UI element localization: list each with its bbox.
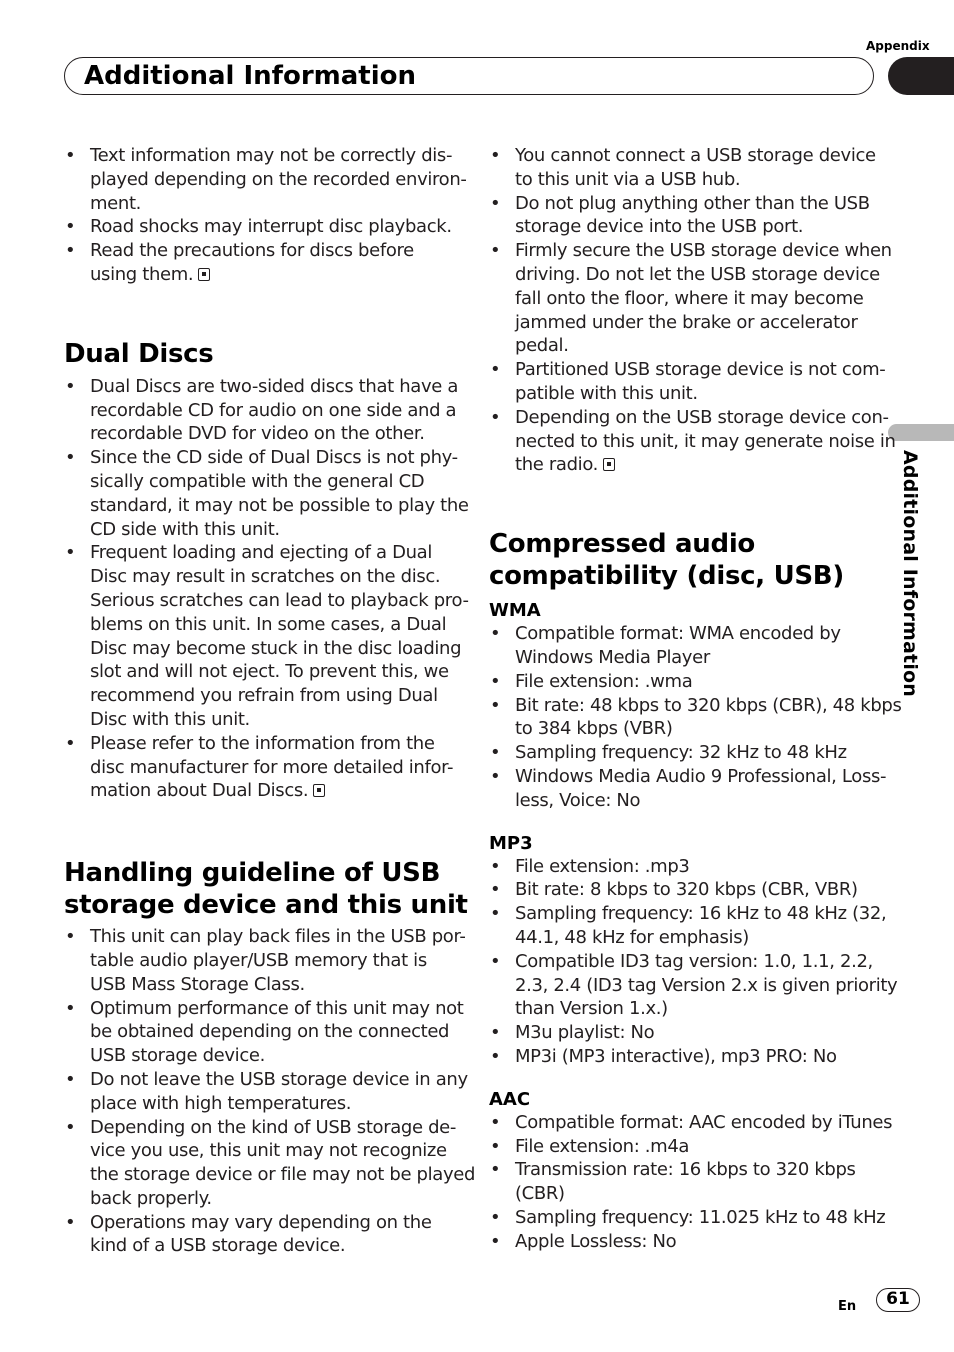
heading-line: storage device and this unit xyxy=(64,890,468,921)
list-item-line: table audio player/USB memory that is xyxy=(90,949,427,971)
list-item-line: • Do not leave the USB storage device in any xyxy=(90,1068,468,1090)
list-item xyxy=(64,997,464,1068)
side-section-label: Additional Information xyxy=(899,450,921,698)
list-item xyxy=(489,765,887,813)
list-item-line: back properly. xyxy=(90,1187,212,1209)
intro-bullets xyxy=(64,144,467,287)
list-item-line: mation about Dual Discs. xyxy=(90,779,456,803)
list-item xyxy=(489,694,902,742)
list-item xyxy=(64,541,469,731)
list-item-line: • File extension: .mp3 xyxy=(515,855,690,877)
list-item-line: slot and will not eject. To prevent this, we xyxy=(90,661,449,683)
list-item-line: • Compatible format: AAC encoded by iTunes xyxy=(515,1111,893,1133)
list-item xyxy=(489,406,896,477)
list-item-line: • Sampling frequency: 11.025 kHz to 48 kHz xyxy=(515,1206,886,1228)
page-number: 61 xyxy=(876,1288,920,1312)
list-item xyxy=(489,1021,881,1045)
appendix-label: Appendix xyxy=(866,39,930,53)
list-item-line: Serious scratches can lead to playback pro- xyxy=(90,589,469,611)
list-item-line: • This unit can play back files in the USB por- xyxy=(90,926,466,948)
list-item-line: • Text information may not be correctly dis- xyxy=(90,145,453,166)
list-item-line: fall onto the floor, where it may become xyxy=(515,287,864,309)
mp3-bullets xyxy=(489,855,898,1069)
usb-handling-bullets xyxy=(64,925,476,1258)
list-item xyxy=(64,925,466,996)
list-item-line: • Since the CD side of Dual Discs is not phy- xyxy=(90,447,458,469)
list-item-line: blems on this unit. In some cases, a Dual xyxy=(90,613,447,635)
list-item-line: than Version 1.x.) xyxy=(515,998,668,1020)
wma-bullets xyxy=(489,622,902,812)
list-item-line: • Sampling frequency: 16 kHz to 48 kHz (32, xyxy=(515,903,887,925)
end-mark-icon xyxy=(198,268,210,281)
list-item-line: • Transmission rate: 16 kbps to 320 kbps xyxy=(515,1159,856,1181)
list-item-line: • Depending on the USB storage device con- xyxy=(515,406,889,428)
list-item-line: storage device into the USB port. xyxy=(515,216,804,238)
list-item-line: • Read the precautions for discs before xyxy=(90,240,414,262)
list-item-line: • Sampling frequency: 32 kHz to 48 kHz xyxy=(515,742,847,764)
list-item-line: disc manufacturer for more detailed infor- xyxy=(90,756,454,778)
list-item-line: kind of a USB storage device. xyxy=(90,1235,346,1257)
list-item xyxy=(489,1206,886,1230)
header-title: Additional Information xyxy=(84,61,417,91)
left-column xyxy=(64,144,476,1258)
list-item xyxy=(489,1158,881,1206)
list-item-line: USB storage device. xyxy=(90,1045,265,1067)
list-item-line: Disc with this unit. xyxy=(90,708,250,730)
list-item xyxy=(64,1068,468,1116)
dual-discs-heading: Dual Discs xyxy=(64,338,214,369)
list-item-line: • Please refer to the information from the xyxy=(90,732,435,754)
right-column xyxy=(489,144,902,1253)
list-item xyxy=(64,1116,476,1211)
list-item-line: • Bit rate: 8 kbps to 320 kbps (CBR, VBR) xyxy=(515,879,858,901)
list-item xyxy=(489,855,881,879)
usb-handling-heading xyxy=(64,857,468,921)
heading-line: Compressed audio xyxy=(489,529,755,560)
list-item-line: vice you use, this unit may not recognize xyxy=(90,1140,447,1162)
wma-heading: WMA xyxy=(489,600,541,622)
list-item-line: 2.3, 2.4 (ID3 tag Version 2.x is given priority xyxy=(515,974,898,996)
list-item-line: jammed under the brake or accelerator xyxy=(515,311,858,333)
list-item-line: • Operations may vary depending on the xyxy=(90,1211,432,1233)
list-item-line: USB Mass Storage Class. xyxy=(90,973,305,995)
list-item xyxy=(489,741,881,765)
list-item xyxy=(489,1135,881,1159)
list-item xyxy=(489,622,881,670)
list-item-line: (CBR) xyxy=(515,1183,565,1205)
list-item xyxy=(489,144,881,192)
list-item xyxy=(64,144,467,215)
dual-discs-bullets xyxy=(64,375,469,803)
list-item-line: pedal. xyxy=(515,335,569,357)
list-item xyxy=(64,375,459,446)
list-item xyxy=(489,950,898,1021)
list-item xyxy=(489,670,881,694)
list-item-line: • Road shocks may interrupt disc playback. xyxy=(90,216,452,238)
list-item-line: • You cannot connect a USB storage device xyxy=(515,145,876,166)
aac-bullets xyxy=(489,1111,893,1254)
list-item-line: be obtained depending on the connected xyxy=(90,1021,450,1043)
list-item xyxy=(489,1045,881,1069)
end-mark-icon xyxy=(603,458,615,471)
list-item xyxy=(489,902,887,950)
list-item-line: played depending on the recorded environ- xyxy=(90,168,467,190)
list-item-line: standard, it may not be possible to play the xyxy=(90,494,469,516)
heading-line: compatibility (disc, USB) xyxy=(489,561,844,592)
list-item-line: • Compatible format: WMA encoded by xyxy=(515,623,841,645)
list-item xyxy=(64,215,456,239)
aac-heading: AAC xyxy=(489,1088,531,1110)
list-item-line: • Windows Media Audio 9 Professional, Loss- xyxy=(515,765,887,787)
language-code: En xyxy=(838,1299,857,1314)
list-item-line: place with high temperatures. xyxy=(90,1092,352,1114)
list-item xyxy=(64,446,469,541)
list-item-line: patible with this unit. xyxy=(515,382,698,404)
list-item xyxy=(489,1230,881,1254)
list-item-line: • M3u playlist: No xyxy=(515,1022,655,1044)
list-item xyxy=(489,358,886,406)
list-item-line: nected to this unit, it may generate noise in xyxy=(515,430,896,452)
list-item-line: recordable DVD for video on the other. xyxy=(90,423,425,445)
list-item xyxy=(489,1111,893,1135)
list-item-line: recordable CD for audio on one side and a xyxy=(90,399,457,421)
compressed-audio-heading xyxy=(489,528,881,592)
mp3-heading: MP3 xyxy=(489,832,533,854)
list-item-line: sically compatible with the general CD xyxy=(90,470,425,492)
heading-line: Handling guideline of USB xyxy=(64,858,441,889)
list-item-line: less, Voice: No xyxy=(515,789,641,811)
list-item-line: • Optimum performance of this unit may not xyxy=(90,997,464,1019)
list-item-line: • Apple Lossless: No xyxy=(515,1230,677,1252)
usb-handling-bullets-cont xyxy=(489,144,896,477)
list-item-line: • Compatible ID3 tag version: 1.0, 1.1, 2.2, xyxy=(515,950,873,972)
list-item-line: 44.1, 48 kHz for emphasis) xyxy=(515,926,749,948)
list-item-line: ment. xyxy=(90,192,142,214)
list-item-line: • MP3i (MP3 interactive), mp3 PRO: No xyxy=(515,1045,837,1067)
list-item-line: • Depending on the kind of USB storage de- xyxy=(90,1116,457,1138)
list-item xyxy=(489,878,881,902)
list-item-line: to 384 kbps (VBR) xyxy=(515,718,673,740)
list-item-line: • Firmly secure the USB storage device when xyxy=(515,240,892,262)
list-item xyxy=(64,1211,456,1259)
list-item-line: • File extension: .wma xyxy=(515,670,693,692)
list-item xyxy=(64,732,456,803)
list-item xyxy=(64,239,456,287)
list-item-line: using them. xyxy=(90,263,456,287)
list-item-line: recommend you refrain from using Dual xyxy=(90,685,438,707)
list-item-line: • Frequent loading and ejecting of a Dual xyxy=(90,542,432,564)
list-item-line: • File extension: .m4a xyxy=(515,1135,690,1157)
list-item-line: • Do not plug anything other than the USB xyxy=(515,192,870,214)
list-item-line: the radio. xyxy=(515,453,881,477)
side-section-tab xyxy=(888,424,954,441)
end-mark-icon xyxy=(313,784,325,797)
list-item-line: Windows Media Player xyxy=(515,646,710,668)
list-item-line: • Partitioned USB storage device is not com- xyxy=(515,359,886,381)
list-item xyxy=(489,239,892,358)
list-item-line: • Dual Discs are two-sided discs that have a xyxy=(90,375,459,397)
list-item-line: the storage device or file may not be played xyxy=(90,1164,476,1186)
list-item-line: driving. Do not let the USB storage device xyxy=(515,263,880,285)
list-item-line: to this unit via a USB hub. xyxy=(515,168,741,190)
list-item-line: Disc may become stuck in the disc loading xyxy=(90,637,462,659)
header-section-tab xyxy=(888,57,954,95)
list-item-line: CD side with this unit. xyxy=(90,518,280,540)
list-item xyxy=(489,192,881,240)
list-item-line: • Bit rate: 48 kbps to 320 kbps (CBR), 48 kbps xyxy=(515,694,902,716)
list-item-line: Disc may result in scratches on the disc. xyxy=(90,566,441,588)
